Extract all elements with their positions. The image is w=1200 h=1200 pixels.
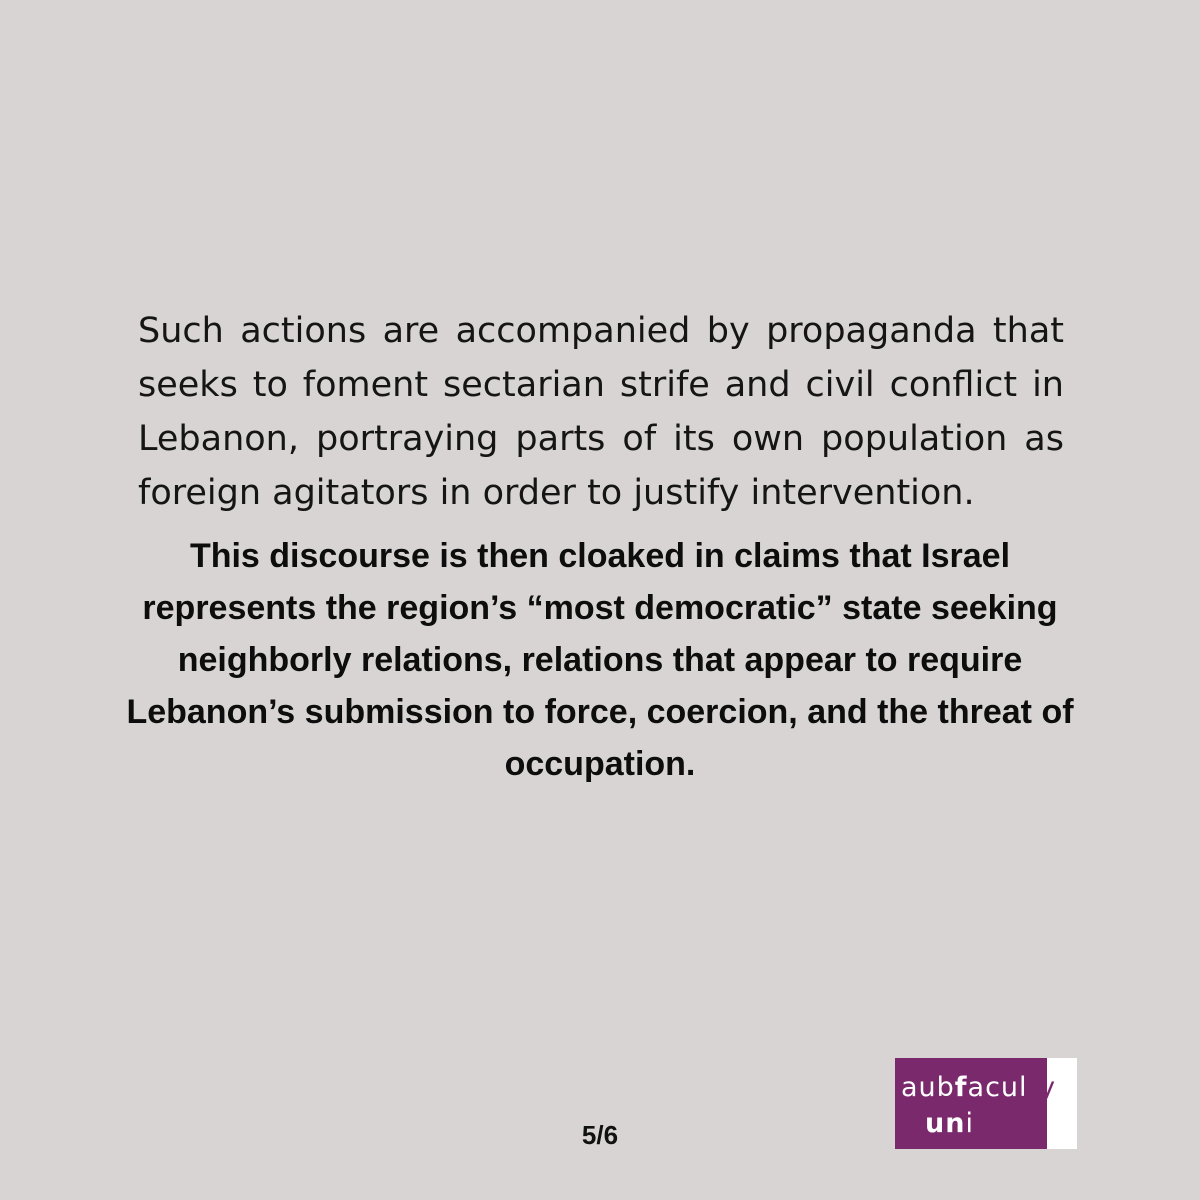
aub-faculty-united-logo [895, 1058, 1077, 1149]
logo-line-1 [901, 1072, 1056, 1103]
logo-text-ted: ted [973, 1108, 1022, 1139]
logo-text-f: f [954, 1072, 968, 1103]
logo-text-acul: acul [967, 1072, 1028, 1103]
logo-text-aub: aub [901, 1072, 955, 1103]
logo-text-ty: ty [1027, 1072, 1057, 1103]
body-paragraph: Such actions are accompanied by propaganda that seeks to foment sectarian strife and civil conflict in Lebanon, portraying parts of its own population as foreign agitators in order to justify intervention. [138, 311, 1064, 513]
logo-text-un: un [925, 1108, 966, 1139]
logo-line-2 [925, 1108, 1021, 1139]
page-number: 5/6 [581, 1120, 619, 1150]
highlight-paragraph: This discourse is then cloaked in claims that Israel represents the region’s “most democratic” state seeking neighborly relations, relations that appear to require Lebanon’s submission to force, coercion, and the threat of occupation. [126, 537, 1074, 783]
logo-text-i: i [965, 1108, 974, 1139]
